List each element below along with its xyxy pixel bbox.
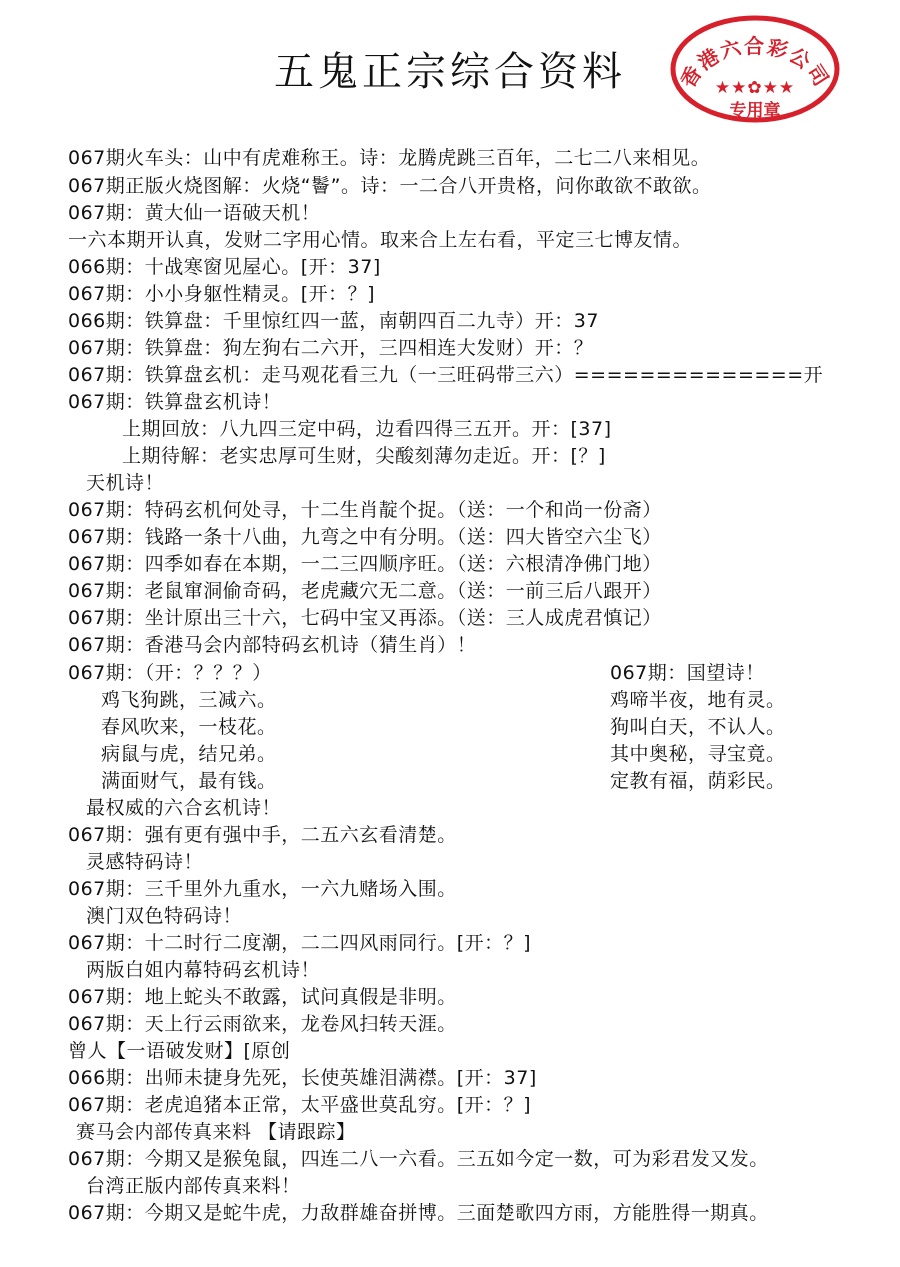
- text-line: 067期：老鼠窜洞偷奇码，老虎藏穴无二意。（送：一前三后八跟开）: [68, 580, 662, 602]
- text-line: 067期正版火烧图解：火烧“鬠”。诗：一二合八开贵格，问你敢欲不敢欲。: [68, 175, 712, 197]
- text-line: 067期：钱路一条十八曲，九弯之中有分明。（送：四大皆空六尘飞）: [68, 526, 662, 548]
- section-heading: 澳门双色特码诗！: [86, 905, 243, 927]
- side-poem-line: 其中奥秘，寻宝竟。: [610, 743, 786, 765]
- text-line: 067期：三千里外九重水，一六九赌场入围。: [68, 878, 457, 900]
- text-line: 067期：十二时行二度潮，二二四风雨同行。[开：？]: [68, 932, 532, 954]
- text-line: 067期：铁算盘玄机：走马观花看三九（一三旺码带三六）==============开: [68, 364, 824, 386]
- text-line: 067期：坐计原出三十六，七码中宝又再添。（送：三人成虎君慎记）: [68, 607, 662, 629]
- text-line: 067期：铁算盘：狗左狗右二六开，三四相连大发财）开：？: [68, 337, 594, 359]
- text-line: 067期：强有更有强中手，二五六玄看清楚。: [68, 824, 457, 846]
- text-line: 066期：出师未捷身先死，长使英雄泪满襟。[开：37]: [68, 1067, 537, 1089]
- text-line: 066期：铁算盘：千里惊红四一蓝，南朝四百二九寺）开：37: [68, 310, 599, 332]
- text-line: 067期：地上蛇头不敢露，试问真假是非明。: [68, 986, 457, 1008]
- text-line: 067期：小小身躯性精灵。[开：？]: [68, 283, 376, 305]
- side-poem-heading: 067期：国望诗！: [610, 662, 765, 684]
- text-line: 上期待解：老实忠厚可生财，尖酸刻薄勿走近。开：[？]: [122, 445, 606, 467]
- svg-text:专用章: 专用章: [729, 101, 781, 121]
- text-line: 067期：铁算盘玄机诗！: [68, 391, 282, 413]
- section-heading: 天机诗！: [86, 472, 165, 494]
- company-seal-stamp: [669, 13, 841, 125]
- section-heading: 灵感特码诗！: [86, 851, 204, 873]
- section-heading: 赛马会内部传真来料 【请跟踪】: [76, 1121, 356, 1143]
- text-line: 067期：今期又是蛇牛虎，力敌群雄奋拼博。三面楚歌四方雨，方能胜得一期真。: [68, 1202, 769, 1224]
- side-poem-line: 鸡啼半夜，地有灵。: [610, 689, 786, 711]
- poem-line: 病鼠与虎，结兄弟。: [101, 743, 277, 765]
- text-line: 067期：（开：？？？）: [68, 662, 272, 684]
- text-line: 067期：黄大仙一语破天机！: [68, 202, 321, 224]
- section-heading: 台湾正版内部传真来料！: [86, 1175, 301, 1197]
- text-line: 067期：四季如春在本期，一二三四顺序旺。（送：六根清净佛门地）: [68, 553, 662, 575]
- text-line: 067期：香港马会内部特码玄机诗（猜生肖）！: [68, 634, 477, 656]
- text-line: 曾人【一语破发财】[原创: [68, 1040, 291, 1062]
- text-line: 一六本期开认真，发财二字用心情。取来合上左右看，平定三七博友情。: [68, 229, 693, 251]
- text-line: 067期：天上行云雨欲来，龙卷风扫转天涯。: [68, 1013, 457, 1035]
- text-line: 067期火车头：山中有虎难称王。诗：龙腾虎跳三百年，二七二八来相见。: [68, 147, 711, 169]
- text-line: 067期：老虎追猪本正常，太平盛世莫乱穷。[开：？]: [68, 1094, 532, 1116]
- side-poem-line: 定教有福，荫彩民。: [610, 770, 786, 792]
- svg-text:香港六合彩公司: 香港六合彩公司: [675, 33, 835, 92]
- poem-line: 鸡飞狗跳，三减六。: [101, 689, 277, 711]
- page-title: 五鬼正宗综合资料: [274, 49, 626, 95]
- text-line: 066期：十战寒窗见屋心。[开：37]: [68, 256, 381, 278]
- text-line: 067期：特码玄机何处寻，十二生肖靛个捉。（送：一个和尚一份斋）: [68, 499, 662, 521]
- section-heading: 两版白姐内幕特码玄机诗！: [86, 959, 321, 981]
- poem-line: 春风吹来，一枝花。: [101, 716, 277, 738]
- text-line: 067期：今期又是猴兔鼠，四连二八一六看。三五如今定一数，可为彩君发又发。: [68, 1148, 769, 1170]
- text-line: 上期回放：八九四三定中码，边看四得三五开。开：[37]: [122, 418, 612, 440]
- section-heading: 最权威的六合玄机诗！: [86, 797, 282, 819]
- svg-text:★★✿★★: ★★✿★★: [714, 78, 796, 98]
- poem-line: 满面财气，最有钱。: [101, 770, 277, 792]
- side-poem-line: 狗叫白天，不认人。: [610, 716, 786, 738]
